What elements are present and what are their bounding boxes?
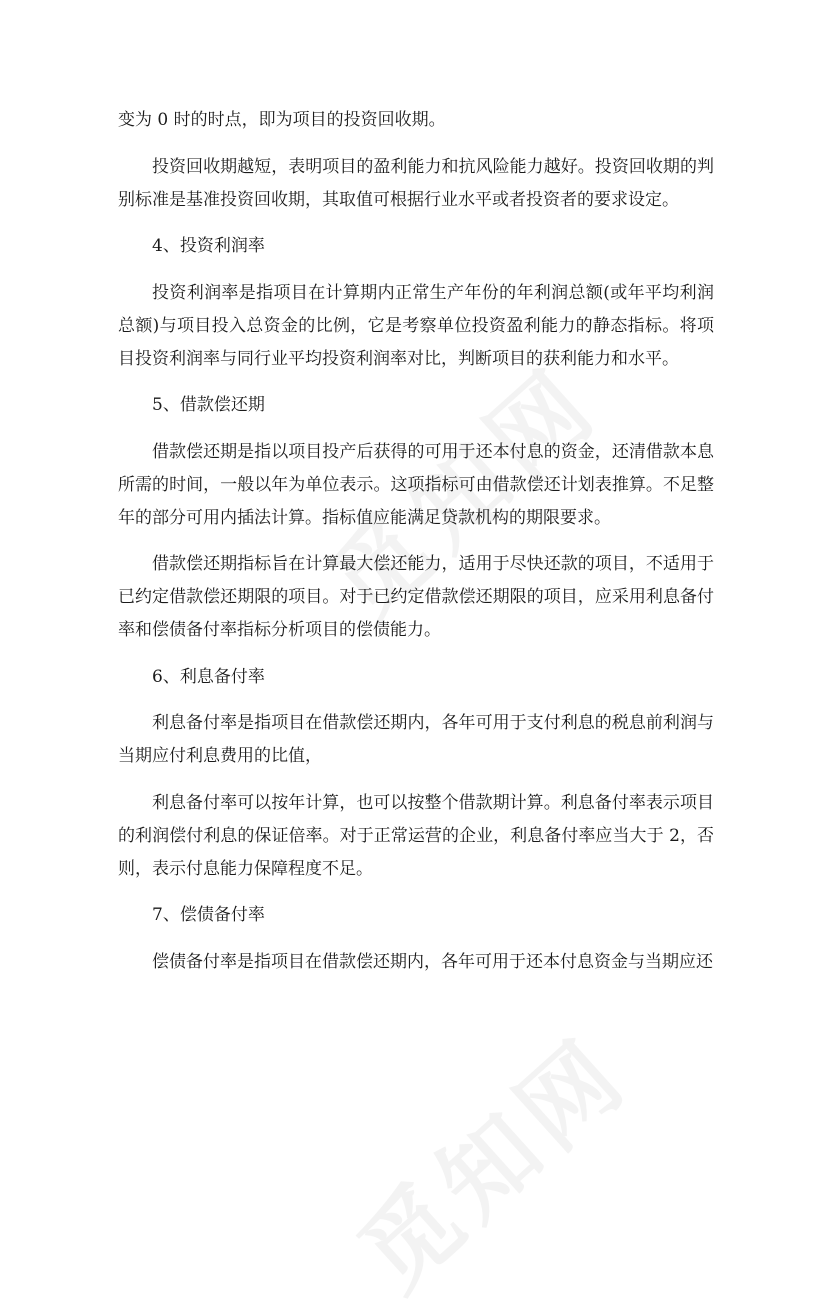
section-heading-investment-profit-rate: 4、投资利润率 [152,236,265,256]
paragraph: 投资利润率是指项目在计算期内正常生产年份的年利润总额(或年平均利润总额)与项目投入总资金的比例，它是考察单位投资盈利能力的静态指标。将项目投资利润率与同行业平均投资利润率对比，判断项目的获利能力和水平。 [118,282,714,369]
section-heading-loan-repayment-period: 5、借款偿还期 [152,395,265,415]
paragraph: 投资回收期越短，表明项目的盈利能力和抗风险能力越好。投资回收期的判别标准是基准投资回收期，其取值可根据行业水平或者投资者的要求设定。 [118,156,714,210]
paragraph: 利息备付率可以按年计算，也可以按整个借款期计算。利息备付率表示项目的利润偿付利息的保证倍率。对于正常运营的企业，利息备付率应当大于 2，否则，表示付息能力保障程度不足。 [118,792,714,879]
section-heading-debt-service-coverage-ratio: 7、偿债备付率 [152,905,265,925]
section-heading-interest-coverage-ratio: 6、利息备付率 [152,666,265,687]
paragraph: 利息备付率是指项目在借款偿还期内，各年可用于支付利息的税息前利润与当期应付利息费用的比值， [118,713,714,766]
paragraph: 借款偿还期是指以项目投产后获得的可用于还本付息的资金，还清借款本息所需的时间，一般以年为单位表示。这项指标可由借款偿还计划表推算。不足整年的部分可用内插法计算。指标值应能满足贷款机构的期限要求。 [118,441,714,528]
document-body [118,104,714,979]
paragraph-continuation: 变为 0 时的时点，即为项目的投资回收期。 [118,110,446,130]
paragraph: 借款偿还期指标旨在计算最大偿还能力，适用于尽快还款的项目，不适用于已约定借款偿还期限的项目。对于已约定借款偿还期限的项目，应采用利息备付率和偿债备付率指标分析项目的偿债能力。 [118,554,714,640]
watermark [325,1001,653,1316]
paragraph: 偿债备付率是指项目在借款偿还期内，各年可用于还本付息资金与当期应还 [152,951,713,972]
